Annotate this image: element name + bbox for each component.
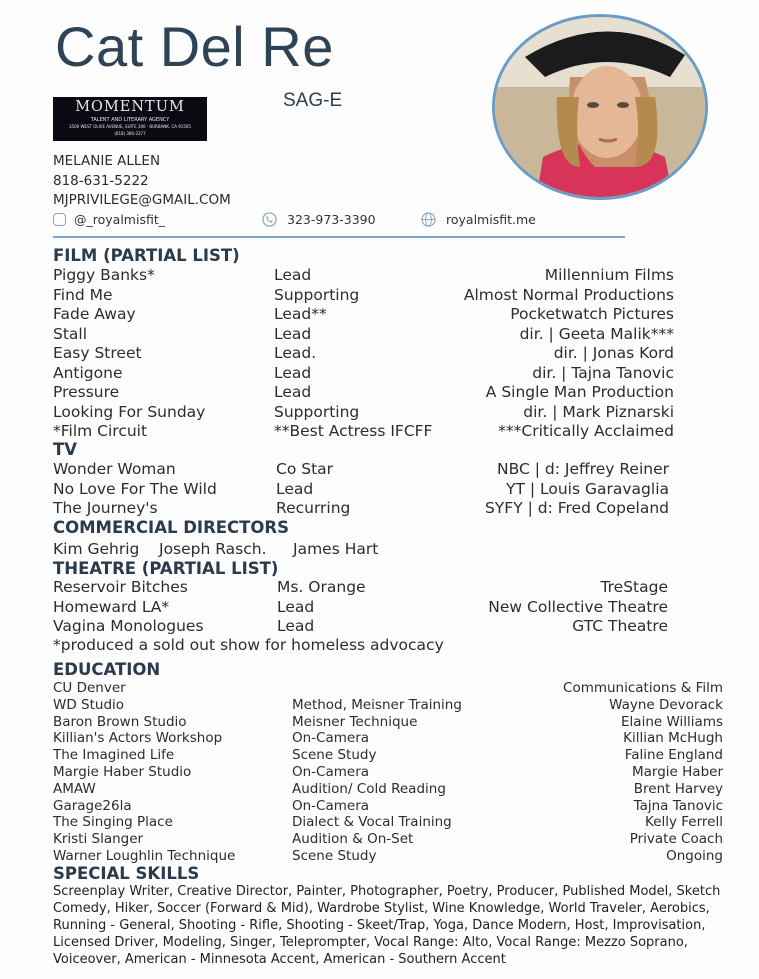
education-cell: On-Camera [292, 764, 370, 780]
theatre-note: *produced a sold out show for homeless advocacy [53, 636, 444, 654]
tv-cell: No Love For The Wild [53, 479, 217, 498]
education-cell: On-Camera [292, 730, 370, 747]
education-cell: Scene Study [292, 848, 377, 864]
film-cell: Almost Normal Productions [463, 285, 674, 304]
instagram-contact[interactable] [53, 212, 165, 227]
education-cell: Communications & Film [563, 680, 723, 696]
tv-cell: NBC | d: Jeffrey Reiner [497, 460, 669, 478]
tv-cell: The Journey's [53, 499, 158, 517]
film-cell: Lead** [274, 305, 327, 323]
theatre-cell: Homeward LA* [53, 597, 170, 616]
film-cell: Lead [274, 363, 312, 382]
film-cell: dir. | Tajna Tanovic [532, 363, 674, 382]
film-cell: ***Critically Acclaimed [498, 422, 674, 440]
instagram-icon [53, 213, 66, 226]
film-cell: Pocketwatch Pictures [510, 305, 674, 323]
commercial-heading: COMMERCIAL DIRECTORS [53, 518, 290, 537]
film-cell: A Single Man Production [485, 383, 674, 401]
education-cell: Scene Study [292, 747, 377, 764]
film-cell: Supporting [274, 285, 360, 304]
education-cell: Warner Loughlin Technique [53, 848, 236, 864]
education-cell: Margie Haber [632, 764, 723, 780]
agency-logo [53, 97, 207, 141]
education-cell: Meisner Technique [292, 713, 418, 730]
phone-contact[interactable] [262, 212, 376, 227]
education-cell: Margie Haber Studio [53, 764, 192, 780]
film-cell: Lead. [274, 344, 317, 362]
education-cell: Kelly Ferrell [645, 814, 723, 831]
education-cell: AMAW [53, 780, 96, 797]
education-cell: Audition/ Cold Reading [292, 780, 446, 797]
education-cell: Ongoing [666, 848, 723, 864]
theatre-cell: Reservoir Bitches [53, 578, 188, 596]
agent-name: MELANIE ALLEN [53, 153, 161, 169]
film-cell: Piggy Banks* [53, 266, 155, 284]
education-cell: Audition & On-Set [292, 831, 414, 848]
theatre-cell: GTC Theatre [572, 617, 668, 635]
tv-cell: Recurring [276, 499, 351, 517]
headshot-image [495, 17, 708, 200]
education-cell: Kristi Slanger [53, 831, 144, 848]
education-cell: Tajna Tanovic [633, 797, 723, 814]
film-cell: Lead [274, 266, 312, 284]
logo-text: MOMENTUM [75, 99, 185, 115]
film-cell: dir. | Jonas Kord [553, 344, 674, 362]
website-contact[interactable] [421, 212, 536, 227]
film-cell: dir. | Mark Piznarski [523, 402, 674, 421]
film-cell: dir. | Geeta Malik*** [519, 324, 674, 343]
education-cell: WD Studio [53, 696, 125, 713]
education-cell: Dialect & Vocal Training [292, 814, 452, 831]
education-cell: On-Camera [292, 797, 370, 814]
tv-cell: Wonder Woman [53, 460, 176, 478]
theatre-heading: THEATRE (PARTIAL LIST) [53, 559, 279, 578]
theatre-cell: TreStage [600, 578, 668, 596]
tv-cell: YT | Louis Garavaglia [506, 479, 669, 498]
education-cell: Wayne Devorack [609, 696, 723, 713]
film-cell: Lead [274, 383, 312, 401]
education-cell: Killian McHugh [623, 730, 723, 747]
agent-email[interactable]: MJPRIVILEGE@GMAIL.COM [53, 192, 231, 208]
union-status: SAG-E [283, 90, 343, 111]
theatre-cell: Lead [277, 597, 315, 616]
actor-name: Cat Del Re [55, 15, 334, 78]
film-cell: Looking For Sunday [53, 402, 206, 421]
film-cell: Find Me [53, 285, 113, 304]
education-cell: The Imagined Life [53, 747, 175, 764]
tv-cell: Co Star [276, 460, 334, 478]
commercial-director-name: Kim Gehrig [53, 540, 140, 558]
education-cell: Elaine Williams [621, 713, 723, 730]
theatre-cell: Ms. Orange [277, 578, 366, 596]
education-cell: Garage26la [53, 797, 132, 814]
education-cell: Method, Meisner Training [292, 696, 462, 713]
tv-cell: Lead [276, 479, 314, 498]
commercial-director-name: James Hart [293, 540, 379, 558]
film-cell: Stall [53, 324, 88, 343]
special-skills-text: Screenplay Writer, Creative Director, Painter, Photographer, Poetry, Producer, Published Model, Sketch Comedy, Hiker, Soccer (Forward & Mid), Wardrobe Stylist, Wine Knowledge, World Traveler, Aerobics, Running - General, Shooting - Rifle, Shooting - Skeet/Trap, Yoga, Dance Modern, Host, Improvisation, Licensed Driver, Modeling, Singer, Teleprompter, Vocal Range: Alto, Vocal Range: Mezzo Soprano, Voiceover, American - Minnesota Accent, American - Southern Accent [53, 884, 721, 967]
film-cell: Supporting [274, 402, 360, 421]
logo-address: 3500 WEST OLIVE AVENUE, SUITE 300 · BURBANK, CA 91505 [69, 124, 191, 129]
globe-icon [421, 212, 436, 227]
film-cell: Lead [274, 324, 312, 343]
education-cell: CU Denver [53, 680, 126, 696]
film-cell: Antigone [53, 363, 123, 382]
theatre-cell: Vagina Monologues [53, 617, 204, 635]
film-cell: Millennium Films [544, 266, 674, 284]
film-cell: Pressure [53, 383, 120, 401]
education-cell: Killian's Actors Workshop [53, 730, 223, 747]
film-cell: Easy Street [53, 344, 142, 362]
logo-phone: (818) 386-2377 [114, 131, 146, 136]
education-cell: Faline England [624, 747, 723, 764]
film-cell: *Film Circuit [53, 422, 148, 440]
instagram-handle: @_royalmisfit_ [74, 212, 165, 227]
education-cell: Brent Harvey [633, 780, 723, 797]
film-cell: **Best Actress IFCFF [274, 422, 433, 440]
theatre-cell: New Collective Theatre [488, 597, 668, 616]
phone-icon [262, 212, 277, 227]
commercial-director-name: Joseph Rasch. [159, 540, 267, 558]
education-cell: Private Coach [629, 831, 723, 848]
theatre-cell: Lead [277, 617, 315, 635]
tv-heading: TV [53, 440, 78, 459]
header-divider [53, 236, 625, 238]
website-link: royalmisfit.me [446, 212, 536, 227]
logo-subtitle: TALENT AND LITERARY AGENCY [90, 117, 170, 123]
skills-heading: SPECIAL SKILLS [53, 864, 200, 883]
education-heading: EDUCATION [53, 660, 161, 679]
tv-cell: SYFY | d: Fred Copeland [484, 499, 669, 517]
film-heading: FILM (PARTIAL LIST) [53, 246, 240, 265]
education-cell: The Singing Place [53, 814, 173, 831]
film-cell: Fade Away [53, 305, 136, 323]
agent-phone[interactable]: 818-631-5222 [53, 173, 149, 189]
headshot-photo [492, 14, 708, 200]
phone-number: 323-973-3390 [287, 212, 376, 227]
education-cell: Baron Brown Studio [53, 713, 187, 730]
